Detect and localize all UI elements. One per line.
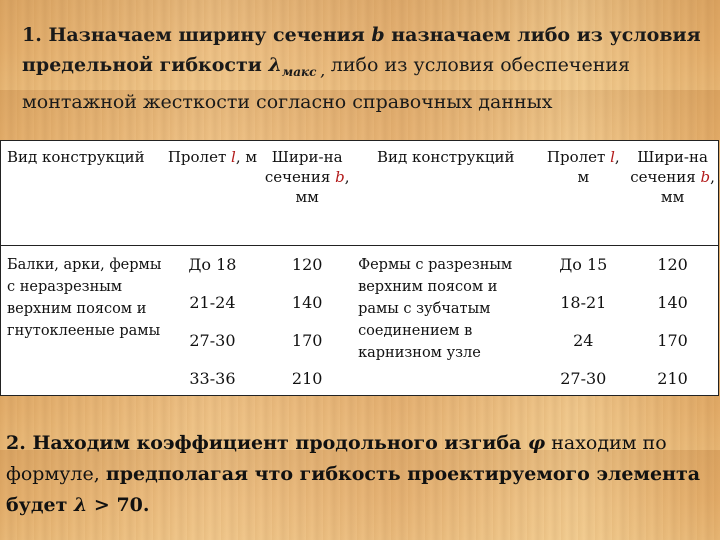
header-width1: Шири-на сечения b, мм: [264, 148, 350, 206]
header-span2: Пролет l, м: [546, 148, 620, 186]
heading-lambda: λ: [268, 54, 282, 76]
header-width2: Шири-на сечения b, мм: [630, 148, 715, 206]
span1-cell: 21-24: [189, 292, 236, 312]
heading-subscript: макс ,: [281, 64, 325, 79]
heading-part2: назначаем либо из условия предельной гибкости: [22, 24, 701, 76]
footer-bold3: > 70.: [87, 494, 150, 516]
width2-cell: 140: [657, 292, 688, 312]
header-span1: Пролет l, м: [167, 148, 258, 166]
width2-cell: 170: [657, 330, 688, 350]
header-type2: Вид конструкций: [376, 148, 515, 166]
width1-cell: 210: [291, 368, 323, 388]
left-construction-desc: Балки, арки, фермы с неразрезным верхним поясом и гнутоклееные рамы: [7, 256, 162, 339]
footer-bold2: предполагая что гибкость проектируемого элемента будет: [6, 463, 701, 516]
width1-cell: 140: [291, 292, 323, 312]
width1-cell: 170: [291, 330, 323, 350]
heading-var-b: b: [371, 24, 385, 46]
width1-cell: 120: [291, 254, 323, 274]
footer-phi: φ: [527, 432, 546, 454]
heading-part3: либо из условия обеспечения монтажной жесткости согласно справочных данных: [22, 54, 631, 113]
footer-bold1: 2. Находим коэффициент продольного изгиба: [6, 432, 528, 454]
span1-cell: До 18: [188, 254, 237, 274]
footer-normal1: находим по формуле,: [6, 432, 667, 485]
right-construction-desc: Фермы с разрезным верхним поясом и рамы с зубчатым соединением в карнизном узле: [358, 256, 513, 361]
heading-text: [22, 20, 702, 117]
footer-text: [6, 428, 706, 521]
span2-cell: До 15: [559, 254, 608, 274]
table-row: [1, 246, 718, 284]
table-header-row: [1, 141, 718, 245]
span1-cell: 33-36: [189, 368, 236, 388]
reference-table: [0, 140, 719, 396]
span2-cell: 18-21: [560, 292, 607, 312]
header-type1: Вид конструкций: [7, 148, 145, 166]
heading-part1: 1. Назначаем ширину сечения: [22, 24, 372, 46]
span2-cell: 27-30: [560, 368, 607, 388]
width2-cell: 120: [657, 254, 688, 274]
footer-lambda: λ: [73, 494, 88, 516]
span2-cell: 24: [573, 330, 594, 350]
span1-cell: 27-30: [189, 330, 236, 350]
width2-cell: 210: [657, 368, 688, 388]
